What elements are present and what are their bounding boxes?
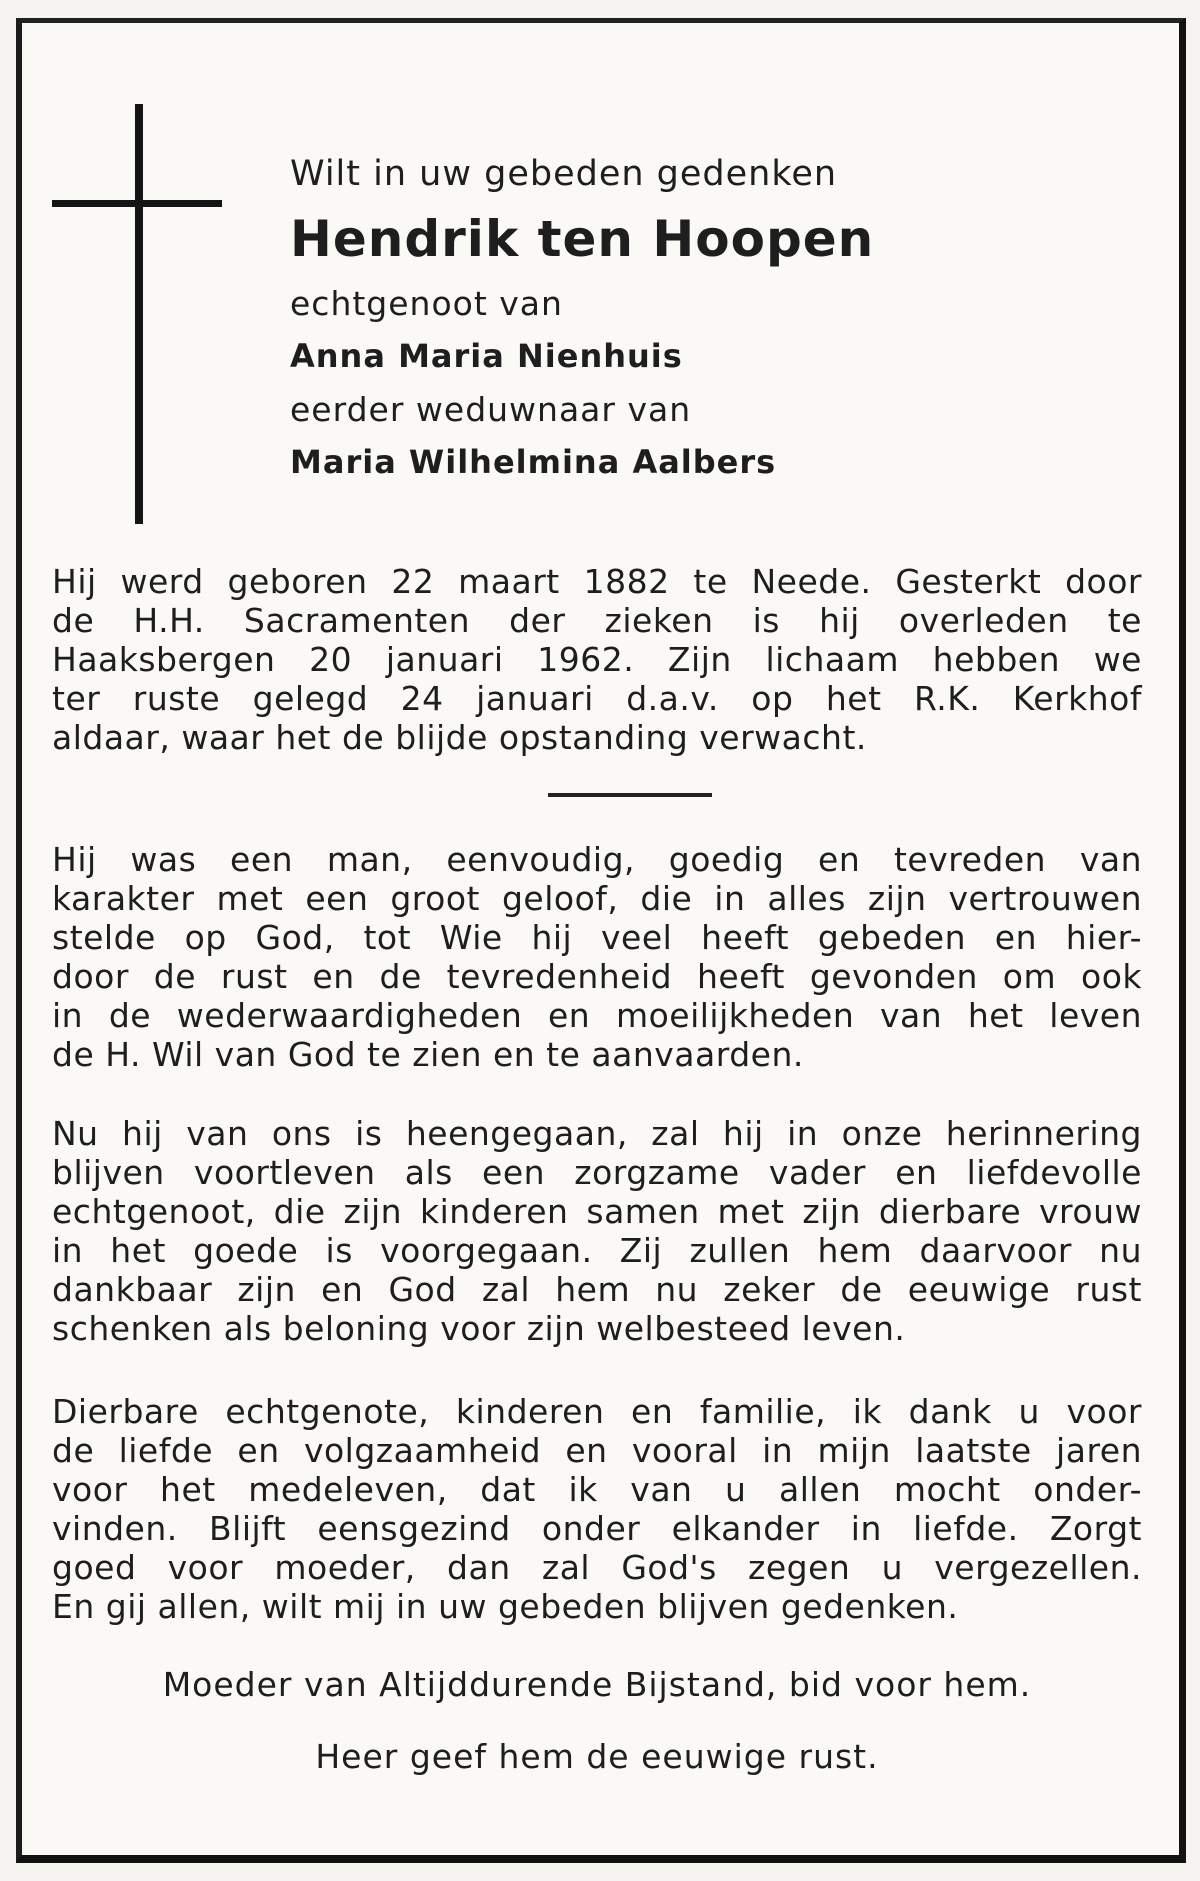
text-line: karakter met een groot geloof, die in alles zijn vertrouwen — [52, 879, 1142, 918]
text-line: Nu hij van ons is heengegaan, zal hij in onze herinnering — [52, 1114, 1142, 1153]
closing-blessing: Heer geef hem de eeuwige rust. — [315, 1737, 879, 1776]
text-line: En gij allen, wilt mij in uw gebeden blijven gedenken. — [52, 1587, 959, 1626]
paragraph-farewell — [52, 1392, 1142, 1626]
text-line: ter ruste gelegd 24 januari d.a.v. op het R.K. Kerkhof — [52, 679, 1142, 718]
paragraph-biography — [52, 562, 1142, 757]
intro-text: Wilt in uw gebeden gedenken — [290, 154, 838, 194]
text-line: blijven voortleven als een zorgzame vader en liefdevolle — [52, 1153, 1142, 1192]
paragraph-remembrance — [52, 1114, 1142, 1348]
spouse-name: Anna Maria Nienhuis — [290, 337, 683, 375]
text-line: echtgenoot, die zijn kinderen samen met zijn dierbare vrouw — [52, 1192, 1142, 1231]
card-header — [290, 150, 1090, 486]
text-line: de H. Wil van God te zien en te aanvaarden. — [52, 1035, 804, 1074]
cross-icon — [52, 104, 222, 524]
section-divider — [548, 793, 712, 797]
closing-prayer: Moeder van Altijddurende Bijstand, bid voor hem. — [162, 1665, 1032, 1704]
text-line: Haaksbergen 20 januari 1962. Zijn lichaam hebben we — [52, 640, 1142, 679]
former-spouse-name: Maria Wilhelmina Aalbers — [290, 443, 777, 481]
text-line: in het goede is voorgegaan. Zij zullen hem daarvoor nu — [52, 1231, 1142, 1270]
text-line: de H.H. Sacramenten der zieken is hij overleden te — [52, 601, 1142, 640]
text-line: stelde op God, tot Wie hij veel heeft gebeden en hier- — [52, 918, 1142, 957]
relation-widower-label: eerder weduwnaar van — [290, 390, 692, 429]
relation-spouse-label: echtgenoot van — [290, 284, 563, 323]
text-line: schenken als beloning voor zijn welbesteed leven. — [52, 1309, 906, 1348]
cross-vertical-bar — [135, 104, 143, 524]
text-line: door de rust en de tevredenheid heeft gevonden om ook — [52, 957, 1142, 996]
cross-horizontal-bar — [52, 200, 222, 207]
paragraph-character — [52, 840, 1142, 1074]
text-line: aldaar, waar het de blijde opstanding verwacht. — [52, 718, 867, 757]
text-line: dankbaar zijn en God zal hem nu zeker de eeuwige rust — [52, 1270, 1142, 1309]
text-line: Dierbare echtgenote, kinderen en familie, ik dank u voor — [52, 1392, 1142, 1431]
text-line: Hij was een man, eenvoudig, goedig en tevreden van — [52, 840, 1142, 879]
text-line: goed voor moeder, dan zal God's zegen u vergezellen. — [52, 1548, 1142, 1587]
text-line: vinden. Blijft eensgezind onder elkander in liefde. Zorgt — [52, 1509, 1142, 1548]
text-line: in de wederwaardigheden en moeilijkheden van het leven — [52, 996, 1142, 1035]
deceased-name: Hendrik ten Hoopen — [290, 210, 875, 268]
text-line: voor het medeleven, dat ik van u allen mocht onder- — [52, 1470, 1142, 1509]
text-line: Hij werd geboren 22 maart 1882 te Neede. Gesterkt door — [52, 562, 1142, 601]
text-line: de liefde en volgzaamheid en vooral in mijn laatste jaren — [52, 1431, 1142, 1470]
